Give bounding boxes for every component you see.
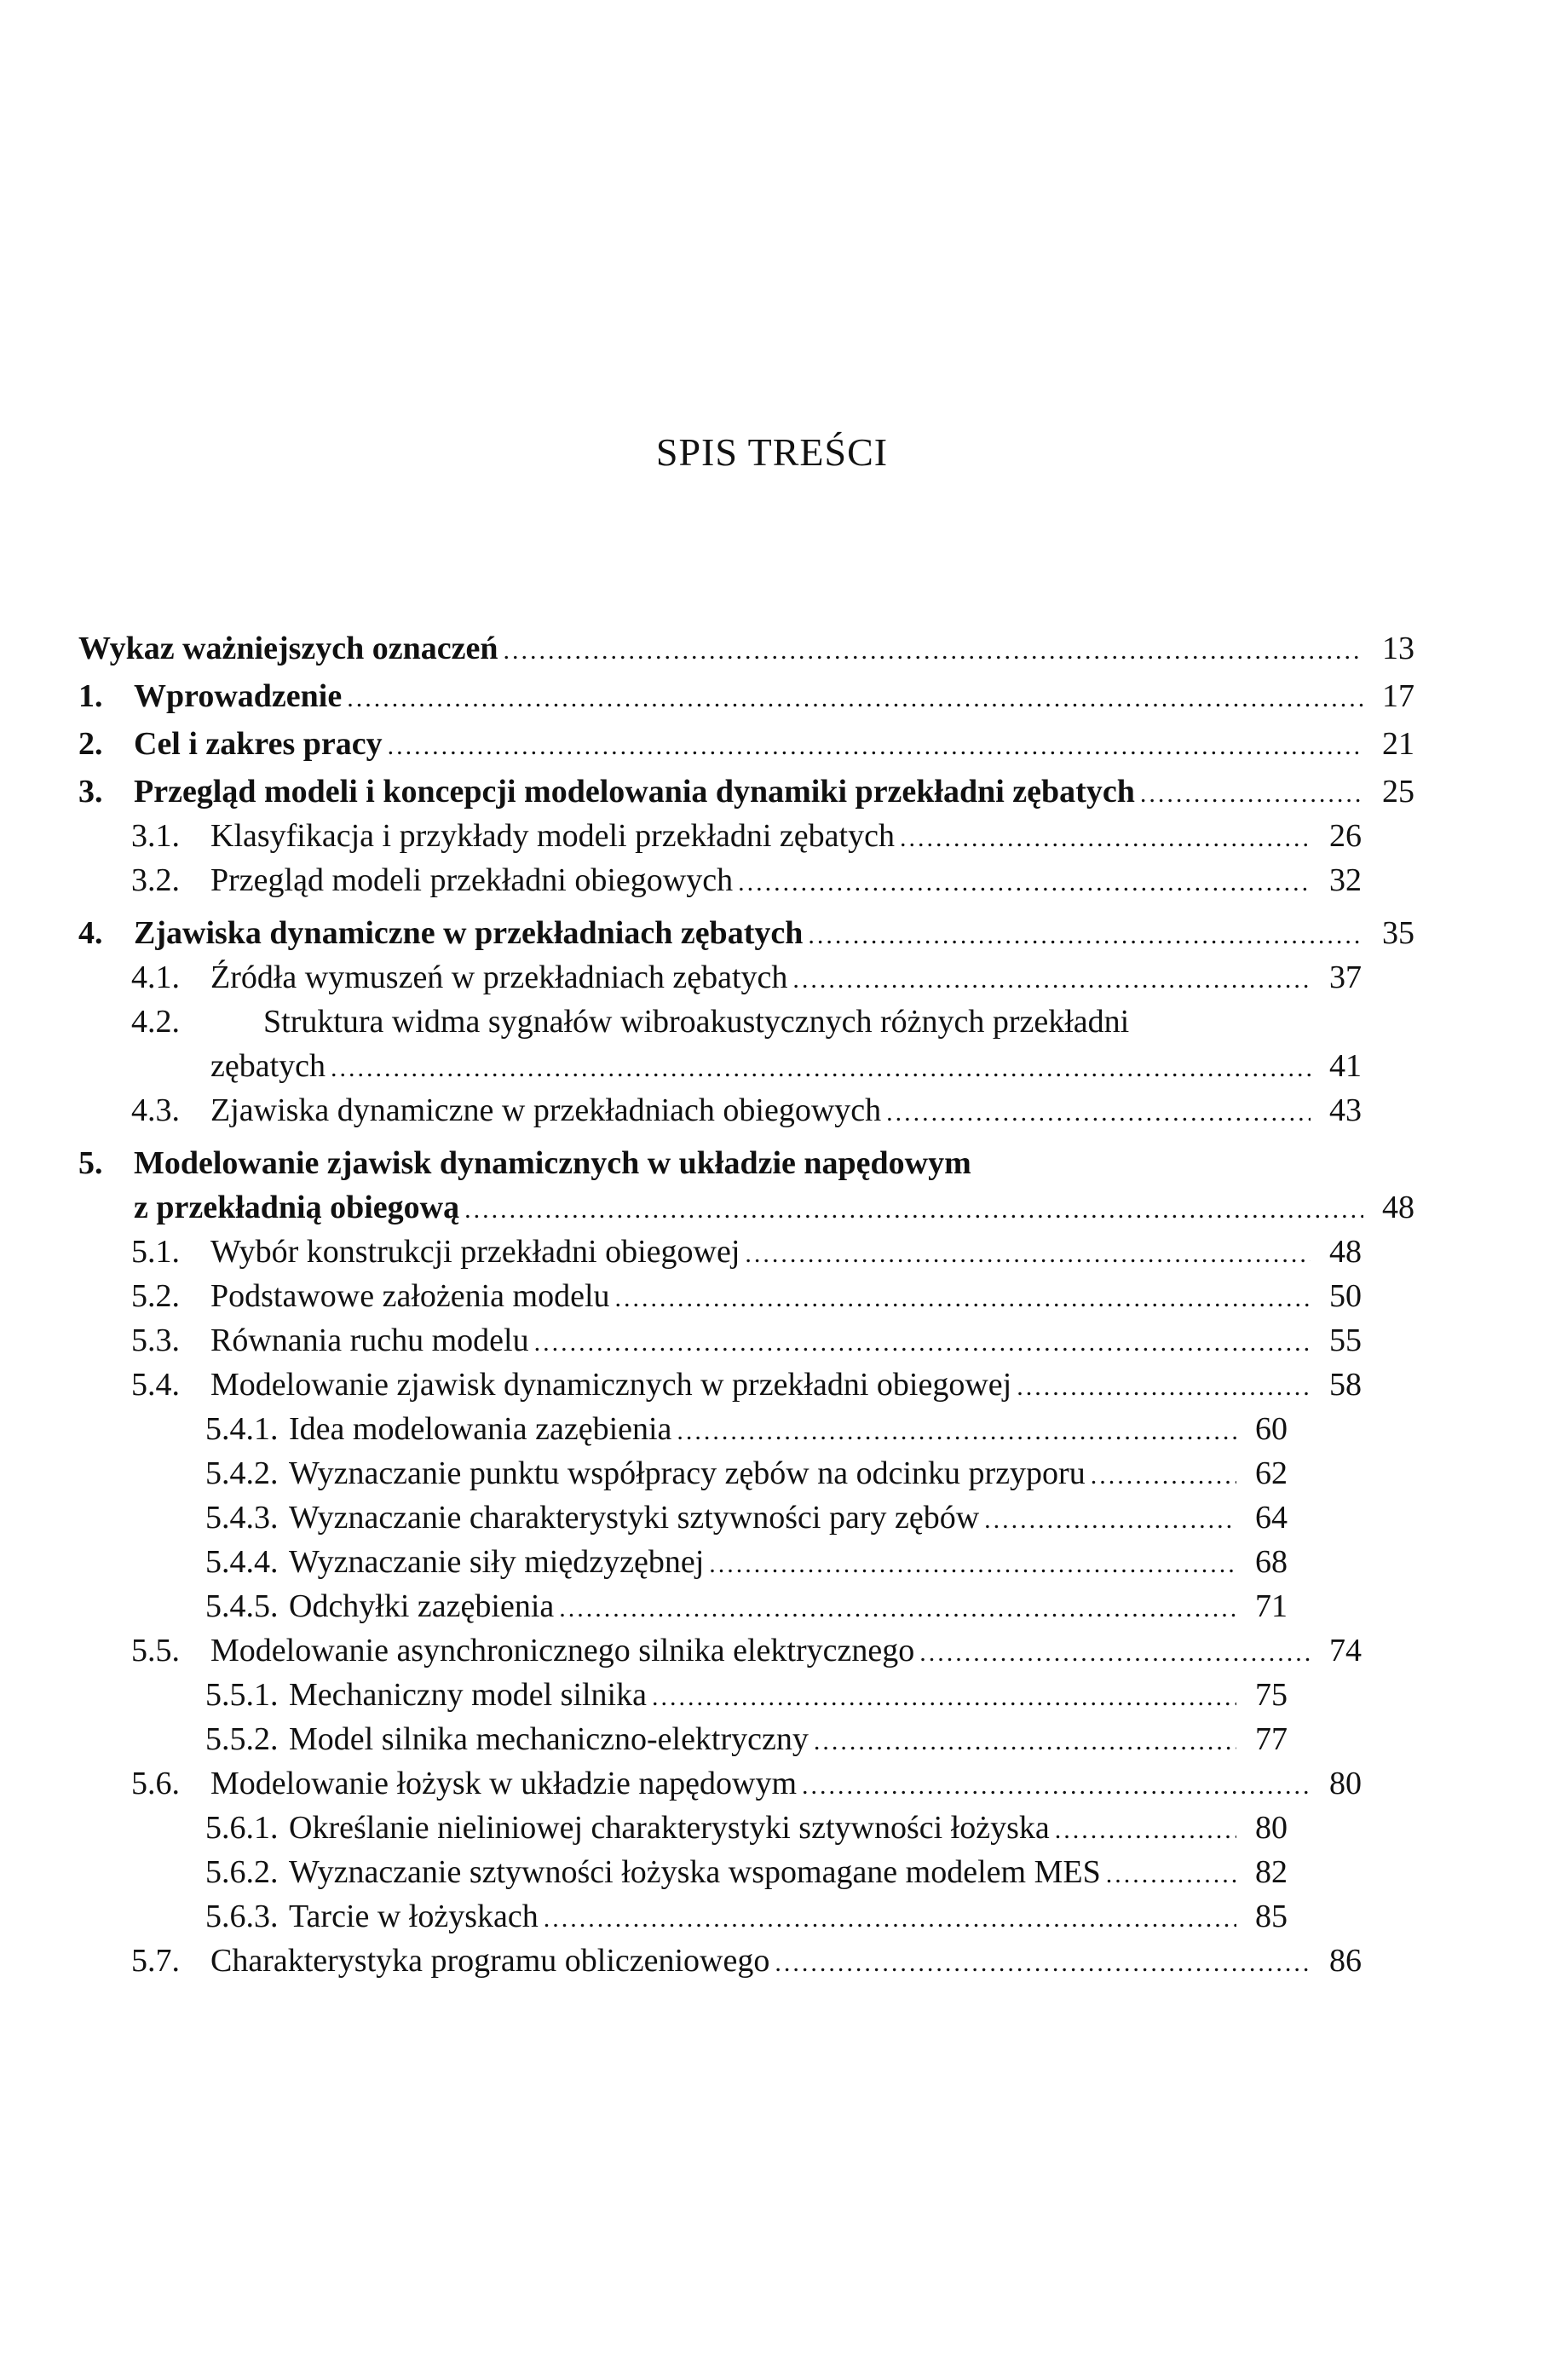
toc-entry-title: Wyznaczanie sztywności łożyska wspomagane modelem MES	[289, 1854, 1101, 1890]
toc-entry-number: 4.1.	[131, 959, 180, 995]
dot-leader	[802, 1764, 1311, 1808]
toc-entry[interactable]	[78, 1451, 1414, 1495]
toc-entry[interactable]	[78, 1141, 1414, 1230]
toc-page-number: 60	[1255, 1411, 1288, 1447]
toc-entry-number: 3.1.	[131, 818, 180, 854]
toc-page-number: 62	[1255, 1455, 1288, 1491]
toc-entry-number: 5.6.	[131, 1766, 180, 1801]
toc-entry-title: Wyznaczanie siły międzyzębnej	[289, 1544, 705, 1580]
toc-entry-title: Wyznaczanie charakterystyki sztywności pary zębów	[289, 1500, 980, 1536]
toc-page-number: 58	[1329, 1367, 1362, 1403]
toc-entry-title: Zjawiska dynamiczne w przekładniach obiegowych	[210, 1092, 882, 1128]
toc-page-number: 80	[1255, 1810, 1288, 1846]
toc-entry[interactable]	[78, 1761, 1414, 1806]
dot-leader	[792, 958, 1311, 1002]
toc-page-number: 35	[1382, 915, 1414, 951]
toc-entry-number: 5.5.2.	[205, 1721, 279, 1757]
dot-leader	[745, 1232, 1311, 1276]
toc-entry[interactable]	[78, 674, 1414, 718]
toc-page-number: 48	[1329, 1234, 1362, 1270]
toc-entry-number: 5.5.1.	[205, 1677, 279, 1713]
toc-entry-title: Modelowanie zjawisk dynamicznych w przekładni obiegowej	[210, 1367, 1012, 1403]
dot-leader	[615, 1276, 1311, 1321]
page-title: SPIS TREŚCI	[655, 430, 889, 474]
toc-entry[interactable]	[78, 1495, 1414, 1540]
toc-entry[interactable]	[78, 1806, 1414, 1850]
toc-entry-number: 5.1.	[131, 1234, 180, 1270]
toc-entry-title: Wprowadzenie	[134, 678, 343, 714]
toc-entry-title: Klasyfikacja i przykłady modeli przekładni zębatych	[210, 818, 895, 854]
dot-leader	[1140, 772, 1363, 816]
toc-entry[interactable]	[78, 1407, 1414, 1451]
toc-entry-number: 4.2.	[131, 1004, 180, 1040]
toc-entry-title: Określanie nieliniowej charakterystyki sztywności łożyska	[289, 1810, 1050, 1846]
toc-entry-number: 5.4.4.	[205, 1544, 279, 1580]
toc-entry-number: 5.4.2.	[205, 1455, 279, 1491]
dot-leader	[919, 1631, 1311, 1675]
dot-leader	[331, 1046, 1311, 1091]
dot-leader	[1106, 1853, 1236, 1897]
toc-page-number: 32	[1329, 862, 1362, 898]
toc-entry[interactable]	[78, 911, 1414, 955]
dot-leader	[347, 677, 1363, 721]
toc-entry-title: Modelowanie łożysk w układzie napędowym	[210, 1766, 798, 1801]
dot-leader	[1055, 1808, 1236, 1853]
toc-entry-number: 4.3.	[131, 1092, 180, 1128]
toc-page-number: 21	[1382, 726, 1414, 762]
toc-entry-title: Przegląd modeli i koncepcji modelowania dynamiki przekładni zębatych	[134, 774, 1135, 810]
toc-page-number: 86	[1329, 1943, 1362, 1979]
dot-leader	[886, 1091, 1311, 1135]
toc-entry-title: Modelowanie asynchronicznego silnika elektrycznego	[210, 1633, 915, 1668]
toc-entry-title-line1: Modelowanie zjawisk dynamicznych w układzie napędowym	[134, 1145, 971, 1181]
toc-entry[interactable]	[78, 1000, 1414, 1088]
dot-leader	[900, 816, 1311, 861]
toc-entry-number: 5.5.	[131, 1633, 180, 1668]
toc-entry[interactable]	[78, 1363, 1414, 1407]
dot-leader	[534, 1321, 1311, 1365]
toc-entry[interactable]	[78, 1628, 1414, 1673]
toc-page-number: 64	[1255, 1500, 1288, 1536]
toc-entry-number: 5.4.3.	[205, 1500, 279, 1536]
toc-entry-title: Zjawiska dynamiczne w przekładniach zębatych	[134, 915, 804, 951]
toc-entry-title: Cel i zakres pracy	[134, 726, 383, 762]
toc-entry[interactable]	[78, 1318, 1414, 1363]
toc-entry-number: 5.7.	[131, 1943, 180, 1979]
toc-entry[interactable]	[78, 1673, 1414, 1717]
toc-entry-title: Źródła wymuszeń w przekładniach zębatych	[210, 959, 788, 995]
dot-leader	[559, 1587, 1236, 1631]
toc-page-number: 85	[1255, 1899, 1288, 1934]
toc-page-number: 13	[1382, 631, 1414, 666]
toc-page-number: 26	[1329, 818, 1362, 854]
toc-entry[interactable]	[78, 1540, 1414, 1584]
toc-entry-number: 5.2.	[131, 1278, 180, 1314]
toc-entry[interactable]	[78, 858, 1414, 902]
toc-entry-title: Równania ruchu modelu	[210, 1323, 529, 1358]
toc-page-number: 74	[1329, 1633, 1362, 1668]
toc-entry-title: Charakterystyka programu obliczeniowego	[210, 1943, 770, 1979]
toc-page-number: 75	[1255, 1677, 1288, 1713]
toc-entry-number: 5.4.5.	[205, 1588, 279, 1624]
dot-leader	[808, 913, 1363, 958]
toc-page-number: 17	[1382, 678, 1414, 714]
dot-leader	[1091, 1454, 1236, 1498]
toc-entry-number: 5.	[78, 1145, 103, 1181]
toc-entry-title: Wykaz ważniejszych oznaczeń	[78, 631, 498, 666]
dot-leader	[652, 1675, 1236, 1720]
toc-entry-title: Przegląd modeli przekładni obiegowych	[210, 862, 734, 898]
toc-page-number: 50	[1329, 1278, 1362, 1314]
dot-leader	[709, 1542, 1236, 1587]
toc-entry-number: 5.4.1.	[205, 1411, 279, 1447]
dot-leader	[677, 1409, 1236, 1454]
dot-leader	[1017, 1365, 1311, 1409]
toc-page-number: 55	[1329, 1323, 1362, 1358]
toc-entry[interactable]	[78, 1717, 1414, 1761]
toc-page-number: 68	[1255, 1544, 1288, 1580]
toc-entry-title: Mechaniczny model silnika	[289, 1677, 647, 1713]
dot-leader	[775, 1941, 1311, 1985]
dot-leader	[544, 1897, 1236, 1941]
dot-leader	[464, 1188, 1363, 1232]
toc-entry-title: Podstawowe założenia modelu	[210, 1278, 610, 1314]
toc-page-number: 43	[1329, 1092, 1362, 1128]
dot-leader	[814, 1720, 1236, 1764]
toc-entry[interactable]	[78, 769, 1414, 814]
dot-leader	[388, 724, 1363, 769]
dot-leader	[738, 861, 1311, 905]
toc-page-number: 82	[1255, 1854, 1288, 1890]
toc-page-number: 41	[1329, 1048, 1362, 1084]
toc-page-number: 48	[1382, 1190, 1414, 1225]
toc-entry[interactable]	[78, 814, 1414, 858]
toc-entry[interactable]	[78, 1274, 1414, 1318]
toc-entry-number: 1.	[78, 678, 103, 714]
toc-entry[interactable]	[78, 955, 1414, 1000]
toc-entry[interactable]	[78, 1850, 1414, 1894]
toc-entry-number: 5.6.3.	[205, 1899, 279, 1934]
toc-entry-title: Tarcie w łożyskach	[289, 1899, 539, 1934]
toc-entry-number: 3.	[78, 774, 103, 810]
toc-entry-title: zębatych	[210, 1048, 326, 1084]
dot-leader	[984, 1498, 1236, 1542]
toc-entry-number: 5.4.	[131, 1367, 180, 1403]
toc-entry[interactable]	[78, 1894, 1414, 1939]
toc-entry-title: Idea modelowania zazębienia	[289, 1411, 672, 1447]
toc-page-number: 37	[1329, 959, 1362, 995]
toc-entry[interactable]	[78, 1230, 1414, 1274]
toc-entry-number: 2.	[78, 726, 103, 762]
toc-entry[interactable]	[78, 722, 1414, 766]
toc-page-number: 80	[1329, 1766, 1362, 1801]
toc-entry-number: 5.6.2.	[205, 1854, 279, 1890]
toc-entry-number: 3.2.	[131, 862, 180, 898]
toc-entry-title: Model silnika mechaniczno-elektryczny	[289, 1721, 809, 1757]
toc-entry[interactable]	[78, 1088, 1414, 1132]
dot-leader	[504, 629, 1364, 673]
toc-entry-title: Odchyłki zazębienia	[289, 1588, 555, 1624]
toc-entry-number: 4.	[78, 915, 103, 951]
toc-entry-title: Wyznaczanie punktu współpracy zębów na odcinku przyporu	[289, 1455, 1086, 1491]
toc-page-number: 25	[1382, 774, 1414, 810]
toc-entry-number: 5.6.1.	[205, 1810, 279, 1846]
toc-page-number: 77	[1255, 1721, 1288, 1757]
toc-entry-title-line1: Struktura widma sygnałów wibroakustycznych różnych przekładni	[263, 1004, 1130, 1040]
toc-entry[interactable]	[78, 1939, 1414, 1983]
toc-entry-number: 5.3.	[131, 1323, 180, 1358]
toc-entry[interactable]	[78, 1584, 1414, 1628]
toc-entry-title: Wybór konstrukcji przekładni obiegowej	[210, 1234, 740, 1270]
table-of-contents	[78, 626, 1414, 1983]
toc-entry[interactable]	[78, 626, 1414, 671]
toc-entry-title: z przekładnią obiegową	[134, 1190, 460, 1225]
toc-page-number: 71	[1255, 1588, 1288, 1624]
